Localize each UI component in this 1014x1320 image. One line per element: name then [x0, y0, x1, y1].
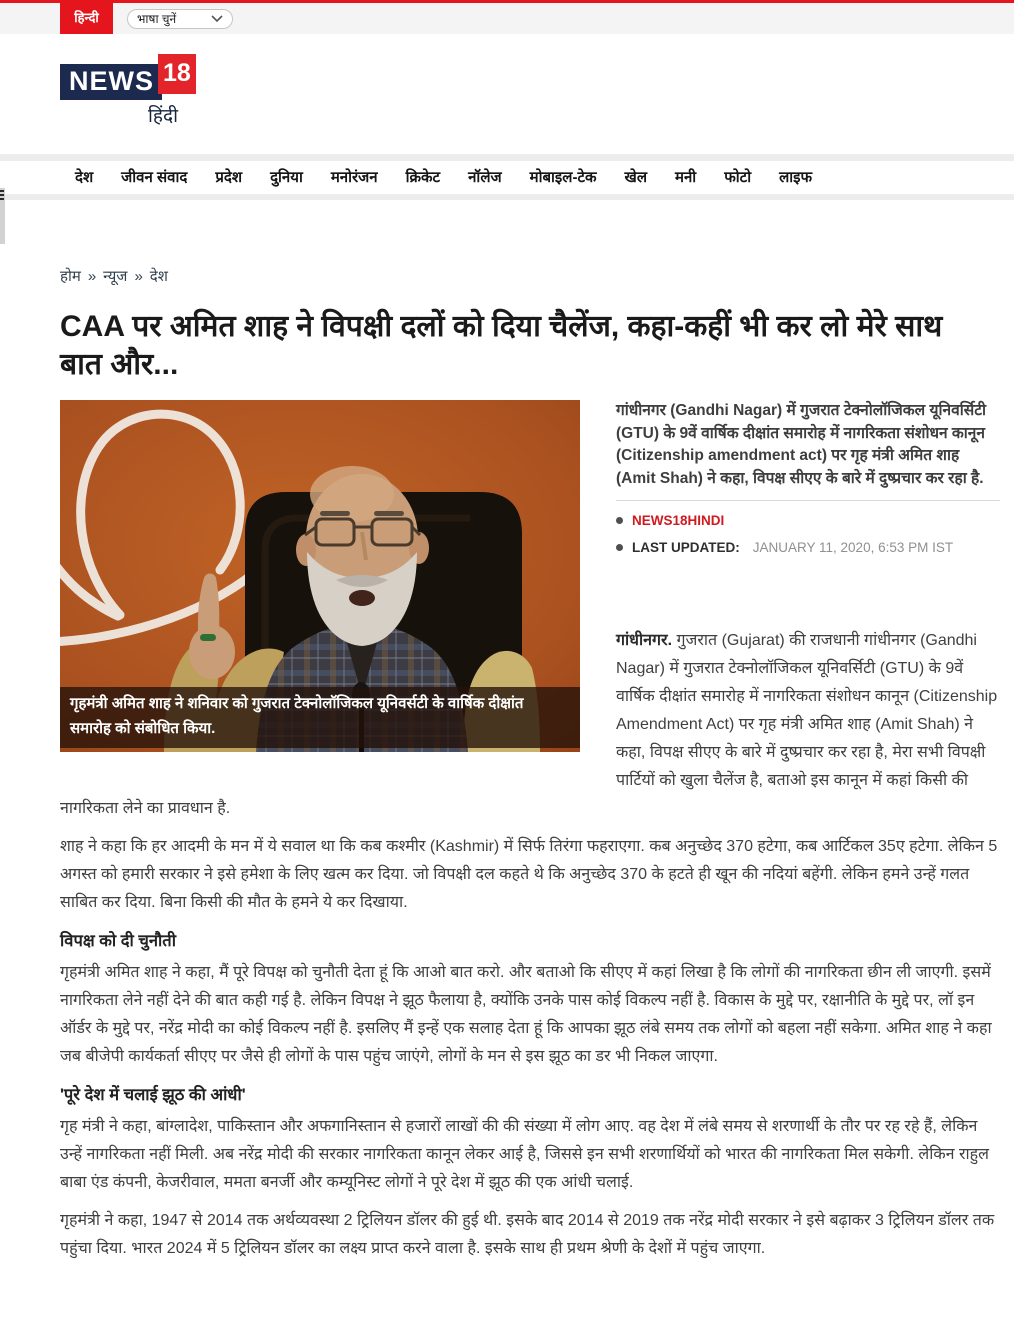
language-select-label: भाषा चुनें: [137, 12, 177, 26]
nav-item-manoranjan[interactable]: मनोरंजन: [330, 169, 378, 186]
nav-item-knowledge[interactable]: नॉलेज: [468, 169, 502, 186]
nav-item-duniya[interactable]: दुनिया: [270, 169, 303, 186]
edge-share-widget[interactable]: [0, 188, 5, 244]
nav-item-pradesh[interactable]: प्रदेश: [215, 169, 243, 186]
section-heading: विपक्ष को दी चुनौती: [60, 932, 176, 950]
logo-18-box: 18: [158, 54, 196, 94]
logo-language-label: हिंदी: [147, 106, 178, 127]
nav-item-money[interactable]: मनी: [675, 169, 697, 186]
paragraph-text: गुजरात (Gujarat) की राजधानी गांधीनगर (Gandhi Nagar) में गुजरात टेक्नोलॉजिकल यूनिवर्सिटी (GTU) के 9वें वार्षिक दीक्षांत समारोह में नागरिकता संशोधन कानून (Citizenship Amendment Act) पर गृह मंत्री अमित शाह (Amit Shah) ने कहा, विपक्ष सीएए के बारे में दुष्प्रचार कर रहा है, मेरा सभी विपक्षी पार्टियों को खुला चैलेंज है, बताओ इस कानून में कहां किसी की नागरिकता लेने का प्रावधान है.: [60, 632, 998, 817]
breadcrumb-desh[interactable]: देश: [149, 268, 168, 285]
article-content: [60, 400, 1000, 1273]
breadcrumb-separator: »: [87, 267, 97, 285]
news18-logo[interactable]: [60, 54, 198, 100]
nav-item-cricket[interactable]: क्रिकेट: [405, 169, 441, 186]
chevron-down-icon: [211, 15, 223, 23]
bullet-icon: [616, 544, 623, 551]
section-heading: 'पूरे देश में चलाई झूठ की आंधी': [60, 1086, 246, 1104]
paragraph: गृहमंत्री ने कहा, 1947 से 2014 तक अर्थव्यवस्था 2 ट्रिलियन डॉलर की हुई थी. इसके बाद 2014 से 2019 तक नरेंद्र मोदी सरकार ने इसे बढ़ाकर 3 ट्रिलियन डॉलर तक पहुंचा दिया. भारत 2024 में 5 ट्रिलियन डॉलर का लक्ष्य प्राप्त करने वाला है. इसके साथ ही प्रथम श्रेणी के देशों में पहुंच जाएगा.: [60, 1212, 995, 1257]
breadcrumb: [60, 266, 1014, 286]
author-link[interactable]: NEWS18HINDI: [632, 513, 725, 528]
nav-item-mobile-tech[interactable]: मोबाइल-टेक: [529, 169, 597, 186]
menu-icon: [0, 190, 5, 200]
last-updated-value: JANUARY 11, 2020, 6:53 PM IST: [752, 540, 954, 555]
last-updated-label: LAST UPDATED:: [632, 540, 740, 555]
byline-updated-row: [616, 538, 1000, 557]
language-select[interactable]: [127, 9, 233, 29]
nav-item-jeevan-samvad[interactable]: जीवन संवाद: [121, 169, 188, 186]
divider: [616, 500, 1000, 501]
bullet-icon: [616, 517, 623, 524]
paragraph: गृह मंत्री ने कहा, बांग्लादेश, पाकिस्तान और अफगानिस्तान से हजारों लाखों की की संख्या में लोग आए. वह देश में लंबे समय से शरणार्थी के तौर पर रह रहे हैं, लेकिन उन्हें नागरिकता नहीं मिली. अब नरेंद्र मोदी की सरकार नागरिकता कानून लेकर आई है, जिससे इन सभी शरणार्थियों को भारत की नागरिकता मिल सकेगी. लेकिन राहुल बाबा एंड कंपनी, केजरीवाल, ममता बनर्जी और कम्यूनिस्ट लोगों ने पूरे देश में झूठ की एक आंधी चलाई.: [60, 1118, 989, 1191]
nav-item-photo[interactable]: फोटो: [724, 169, 752, 186]
photo-caption: गृहमंत्री अमित शाह ने शनिवार को गुजरात टेक्नोलॉजिकल यूनिवर्सटी के वार्षिक दीक्षांत समारोह को संबोधित किया.: [60, 687, 580, 748]
breadcrumb-separator: »: [134, 267, 143, 285]
nav-item-khel[interactable]: खेल: [624, 169, 647, 186]
header: [0, 34, 1014, 140]
paragraph: गृहमंत्री अमित शाह ने कहा, मैं पूरे विपक्ष को चुनौती देता हूं कि आओ बात करो. और बताओ कि सीएए में कहां लिखा है कि लोगों की नागरिकता छीन ली जाएगी. इसमें नागरिकता लेने नहीं देने की बात कही गई है. लेकिन विपक्ष ने झूठ फैलाया है, क्योंकि उनके पास कोई विकल्प नहीं है. विकास के मुद्दे पर, रक्षानीति के मुद्दे पर, लॉ इन ऑर्डर के मुद्दे पर, नरेंद्र मोदी का कोई विकल्प नहीं है. इसलिए मैं इन्हें एक सलाह देता हूं कि आपका झूठ लंबे समय तक लोगों को बहला नहीं सकेगा. अमित शाह ने कहा जब बीजेपी कार्यकर्ता सीएए पर जैसे ही लोगों के पास पहुंच जाएंगे, लोगों के मन से इस झूठ का डर भी निकल जाएगा.: [60, 964, 992, 1065]
nav-item-desh[interactable]: देश: [75, 169, 94, 186]
byline-author-row: [616, 511, 1000, 530]
current-language-button[interactable]: हिन्दी: [60, 0, 113, 34]
nav-item-life[interactable]: लाइफ: [779, 169, 813, 186]
article-photo: [60, 400, 580, 752]
breadcrumb-news[interactable]: न्यूज: [103, 268, 128, 285]
top-bar: [0, 3, 1014, 34]
page-title: CAA पर अमित शाह ने विपक्षी दलों को दिया चैलेंज, कहा-कहीं भी कर लो मेरे साथ बात और...: [60, 310, 943, 381]
breadcrumb-home[interactable]: होम: [60, 268, 81, 285]
main-navigation: [0, 154, 1014, 200]
dateline: गांधीनगर.: [616, 632, 673, 649]
paragraph: शाह ने कहा कि हर आदमी के मन में ये सवाल था कि कब कश्मीर (Kashmir) में सिर्फ तिरंगा फहराएगा. कब अनुच्छेद 370 हटेगा, कब आर्टिकल 35ए हटेगा. लेकिन 5 अगस्त को हमारी सरकार ने इसे हमेशा के लिए खत्म कर दिया. जो विपक्षी दल कहते थे कि अनुच्छेद 370 के हटते ही खून की नदियां बहेंगी. लेकिन हमने उन्हें गलत साबित कर दिया. बिना किसी की मौत के हमने ये कर दिखाया.: [60, 838, 998, 911]
article-summary: गांधीनगर (Gandhi Nagar) में गुजरात टेक्नोलॉजिकल यूनिवर्सिटी (GTU) के 9वें वार्षिक दीक्षांत समारोह में नागरिकता संशोधन कानून (Citizenship amendment act) पर गृह मंत्री अमित शाह (Amit Shah) ने कहा, विपक्ष सीएए के बारे में दुष्प्रचार कर रहा है.: [616, 402, 987, 487]
logo-news-box: NEWS: [60, 64, 162, 100]
